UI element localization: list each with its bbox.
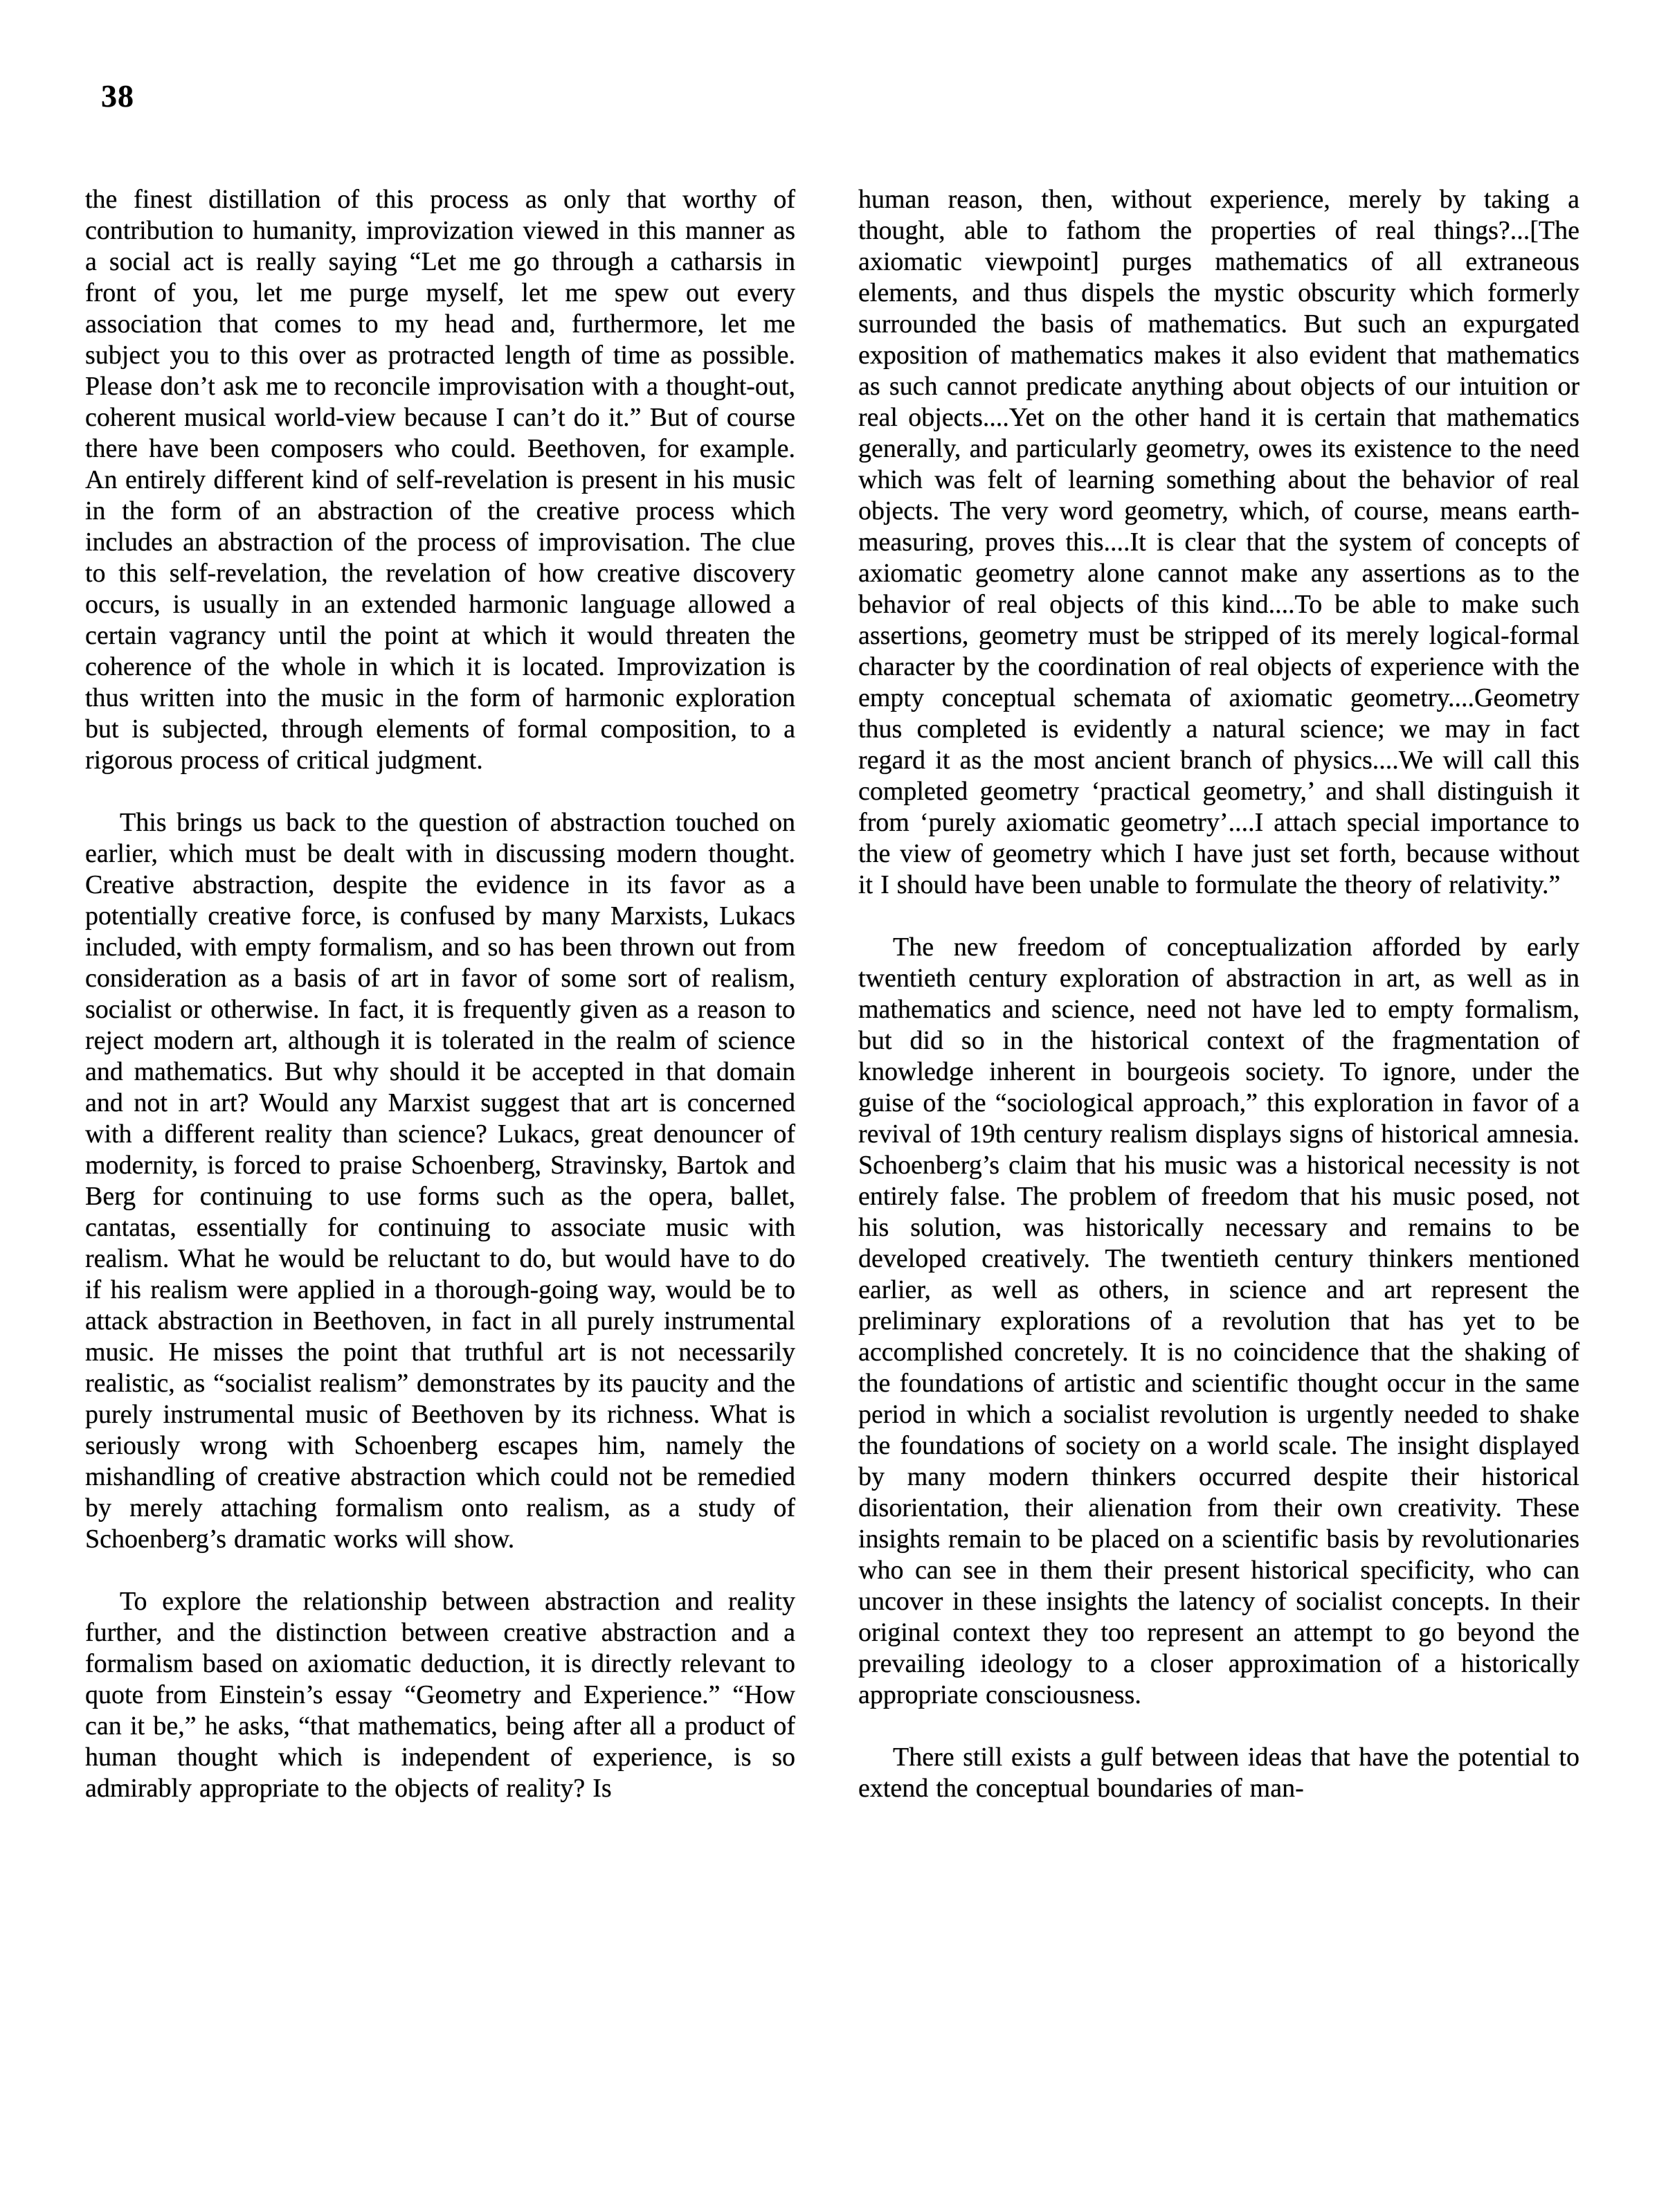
left-column <box>85 184 795 1804</box>
right-paragraph-2: The new freedom of conceptualization afforded by early twentieth century exploration of abstraction in art, as well as in mathematics and science, need not have led to empty formalism, but did so in the historical context of the fragmentation of knowledge inherent in bourgeois society. To ignore, under the guise of the “sociological approach,” this exploration in favor of a revival of 19th century realism displays signs of historical amnesia. Schoenberg’s claim that his music was a historical necessity is not entirely false. The problem of freedom that his music posed, not his solution, was historically necessary and remains to be developed creatively. The twentieth century thinkers mentioned earlier, as well as others, in science and art represent the preliminary explorations of a revolution that has yet to be accomplished concretely. It is no coincidence that the shaking of the foundations of artistic and scientific thought occur in the same period in which a socialist revolution is urgently needed to shake the foundations of society on a world scale. The insight displayed by many modern thinkers occurred despite their historical disorientation, their alienation from their own creativity. These insights remain to be placed on a scientific basis by revolutionaries who can see in them their present historical specificity, who can uncover in these insights the latency of socialist concepts. In their original context they too represent an attempt to go beyond the prevailing ideology to a closer approximation of a historically appropriate consciousness. <box>858 933 1579 1709</box>
right-paragraph-3: There still exists a gulf between ideas that have the potential to extend the conceptual boundaries of man- <box>858 1743 1579 1803</box>
left-paragraph-3: To explore the relationship between abstraction and reality further, and the distinction between creative abstraction and a formalism based on axiomatic deduction, it is directly relevant to quote from Einstein’s essay “Geometry and Experience.” “How can it be,” he asks, “that mathematics, being after all a product of human thought which is independent of experience, is so admirably appropriate to the objects of reality? Is <box>85 1587 795 1803</box>
right-paragraph-1: human reason, then, without experience, merely by taking a thought, able to fathom the properties of real things?...[The axiomatic viewpoint] purges mathematics of all extraneous elements, and thus dispels the mystic obscurity which formerly surrounded the basis of mathematics. But such an expurgated exposition of mathematics makes it also evident that mathematics as such cannot predicate anything about objects of our intuition or real objects....Yet on the other hand it is certain that mathematics generally, and particularly geometry, owes its existence to the need which was felt of learning something about the behavior of real objects. The very word geometry, which, of course, means earth-measuring, proves this....It is clear that the system of concepts of axiomatic geometry alone cannot make any assertions as to the behavior of real objects of this kind....To be able to make such assertions, geometry must be stripped of its merely logical-formal character by the coordination of real objects of experience with the empty conceptual schemata of axiomatic geometry....Geometry thus completed is evidently a natural science; we may in fact regard it as the most ancient branch of physics....We will call this completed geometry ‘practical geometry,’ and shall distinguish it from ‘purely axiomatic geometry’....I attach special importance to the view of geometry which I have just set forth, because without it I should have been unable to formulate the theory of relativity.” <box>858 185 1579 899</box>
page-number: 38 <box>101 78 134 114</box>
right-column <box>858 184 1579 1804</box>
left-paragraph-2: This brings us back to the question of abstraction touched on earlier, which must be dealt with in discussing modern thought. Creative abstraction, despite the evidence in its favor as a potentially creative force, is confused by many Marxists, Lukacs included, with empty formalism, and so has been thrown out from consideration as a basis of art in favor of some sort of realism, socialist or otherwise. In fact, it is frequently given as a reason to reject modern art, although it is tolerated in the realm of science and mathematics. But why should it be accepted in that domain and not in art? Would any Marxist suggest that art is concerned with a different reality than science? Lukacs, great denouncer of modernity, is forced to praise Schoenberg, Stravinsky, Bartok and Berg for continuing to use forms such as the opera, ballet, cantatas, essentially for continuing to associate music with realism. What he would be reluctant to do, but would have to do if his realism were applied in a thorough-going way, would be to attack abstraction in Beethoven, in fact in all purely instrumental music. He misses the point that truthful art is not necessarily realistic, as “socialist realism” demonstrates by its paucity and the purely instrumental music of Beethoven by its richness. What is seriously wrong with Schoenberg escapes him, namely the mishandling of creative abstraction which could not be remedied by merely attaching formalism onto realism, as a study of Schoenberg’s dramatic works will show. <box>85 808 795 1554</box>
left-paragraph-1: the finest distillation of this process as only that worthy of contribution to humanity, improvization viewed in this manner as a social act is really saying “Let me go through a catharsis in front of you, let me purge myself, let me spew out every association that comes to my head and, furthermore, let me subject you to this over as protracted length of time as possible. Please don’t ask me to reconcile improvisation with a thought-out, coherent musical world-view because I can’t do it.” But of course there have been composers who could. Beethoven, for example. An entirely different kind of self-revelation is present in his music in the form of an abstraction of the creative process which includes an abstraction of the process of improvisation. The clue to this self-revelation, the revelation of how creative discovery occurs, is usually in an extended harmonic language allowed a certain vagrancy until the point at which it would threaten the coherence of the whole in which it is located. Improvization is thus written into the music in the form of harmonic exploration but is subjected, through elements of formal composition, to a rigorous process of critical judgment. <box>85 185 795 775</box>
